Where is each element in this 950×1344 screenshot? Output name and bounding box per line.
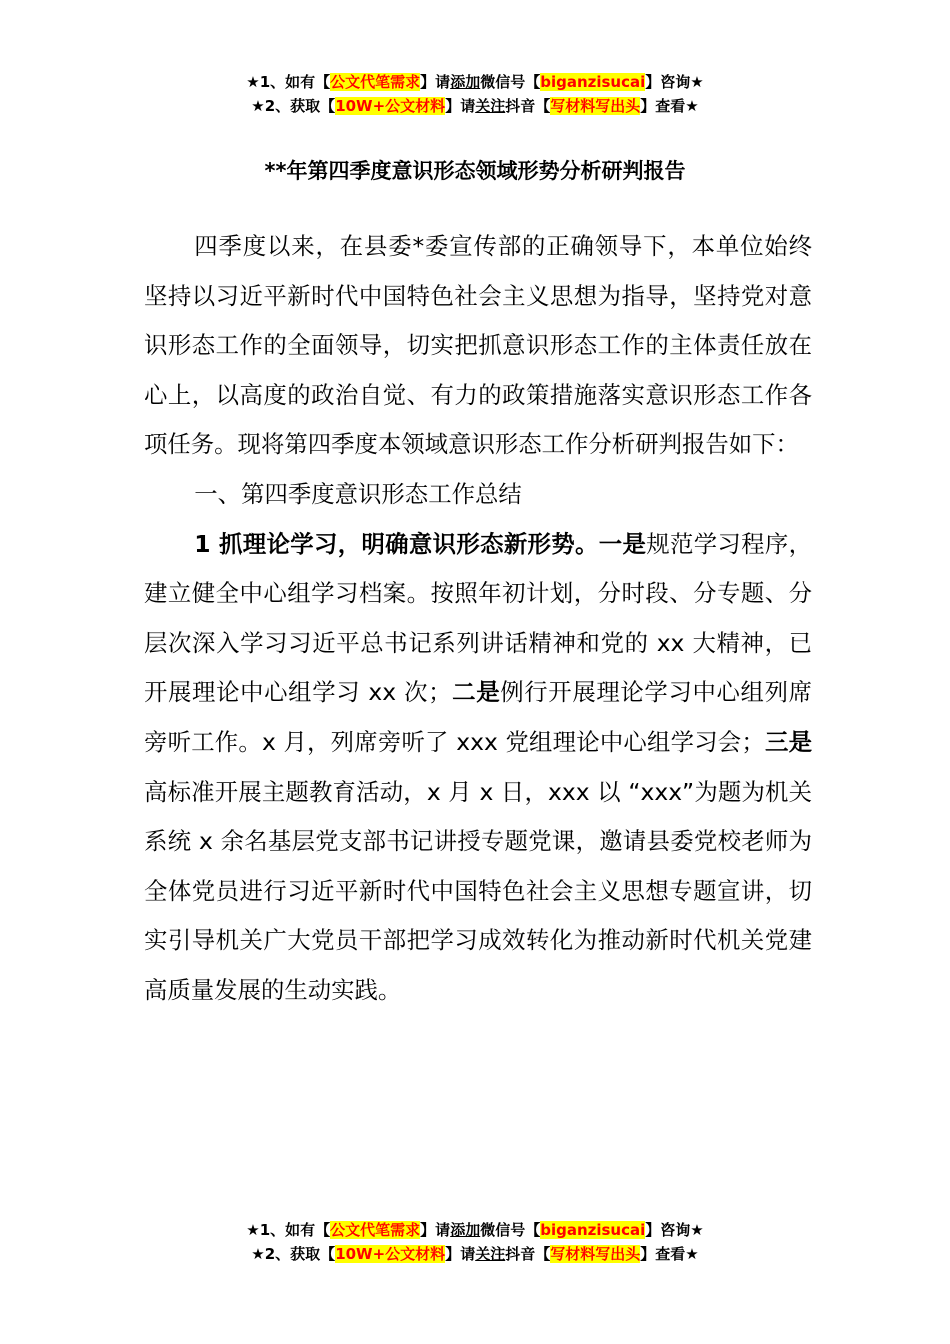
banner-text: 】请 <box>445 1245 476 1263</box>
banner-line-1 <box>0 70 950 94</box>
banner-text: ★1、如有【 <box>246 73 331 91</box>
banner-line-1 <box>0 1218 950 1242</box>
banner-text: ★1、如有【 <box>246 1221 331 1239</box>
banner-line-2 <box>0 94 950 118</box>
point-label: 一是 <box>598 529 647 558</box>
banner-underlined: 添加 <box>450 1221 481 1239</box>
banner-text: 】请 <box>445 97 476 115</box>
banner-highlight: biganzisucai <box>540 73 646 91</box>
banner-underlined: 关注 <box>475 97 506 115</box>
intro-paragraph: 四季度以来，在县委*委宣传部的正确领导下，本单位始终坚持以习近平新时代中国特色社会主义思想为指导，坚持党对意识形态工作的全面领导，切实把抓意识形态工作的主体责任放在心上，以高度的政治自觉、有力的政策措施落实意识形态工作各项任务。现将第四季度本领域意识形态工作分析研判报告如下： <box>144 232 812 459</box>
banner-underlined: 添加 <box>450 73 481 91</box>
point-label: 二是 <box>451 678 501 707</box>
banner-highlight: 公文代笔需求 <box>330 73 421 91</box>
banner-text: 】查看★ <box>640 97 699 115</box>
banner-text: 】咨询★ <box>645 1221 704 1239</box>
item-heading: 1 抓理论学习，明确意识形态新形势。 <box>194 529 599 558</box>
point-text: 高标准开展主题教育活动，x 月 x 日，xxx 以 “xxx”为题为机关系统 x 余名基层党支部书记讲授专题党课，邀请县委党校老师为全体党员进行习近平新时代中国特色社会主义思想专题宣讲，切实引导机关广大党员干部把学习成效转化为推动新时代机关党建高质量发展的生动实践。 <box>144 777 812 1004</box>
document-body <box>144 222 812 1016</box>
banner-highlight: 写材料写出头 <box>550 1245 641 1263</box>
banner-highlight: biganzisucai <box>540 1221 646 1239</box>
banner-text: 】请 <box>420 1221 451 1239</box>
point-text: 例行开展理论学习中心组列席旁听工作。x 月，列席旁听了 xxx 党组理论中心组学习会； <box>144 678 813 756</box>
banner-highlight: 10W+公文材料 <box>335 97 446 115</box>
banner-text: 】咨询★ <box>645 73 704 91</box>
banner-text: 抖音【 <box>505 97 551 115</box>
banner-text: ★2、获取【 <box>251 97 336 115</box>
banner-underlined: 关注 <box>475 1245 506 1263</box>
top-banner <box>0 70 950 118</box>
banner-text: 】请 <box>420 73 451 91</box>
banner-line-2 <box>0 1242 950 1266</box>
document-title: **年第四季度意识形态领域形势分析研判报告 <box>264 159 686 183</box>
item-paragraph <box>144 520 812 1016</box>
banner-text: 】查看★ <box>640 1245 699 1263</box>
bottom-banner <box>0 1218 950 1266</box>
banner-text: ★2、获取【 <box>251 1245 336 1263</box>
banner-text: 抖音【 <box>505 1245 551 1263</box>
section-heading: 一、第四季度意识形态工作总结 <box>194 479 522 508</box>
point-text: 规范学习程序，建立健全中心组学习档案。按照年初计划，分时段、分专题、分层次深入学习习近平总书记系列讲话精神和党的 xx 大精神，已开展理论中心组学习 xx 次； <box>144 529 813 707</box>
banner-highlight: 10W+公文材料 <box>335 1245 446 1263</box>
banner-text: 微信号【 <box>480 1221 541 1239</box>
banner-text: 微信号【 <box>480 73 541 91</box>
banner-highlight: 公文代笔需求 <box>330 1221 421 1239</box>
banner-highlight: 写材料写出头 <box>550 97 641 115</box>
point-label: 三是 <box>764 727 812 756</box>
